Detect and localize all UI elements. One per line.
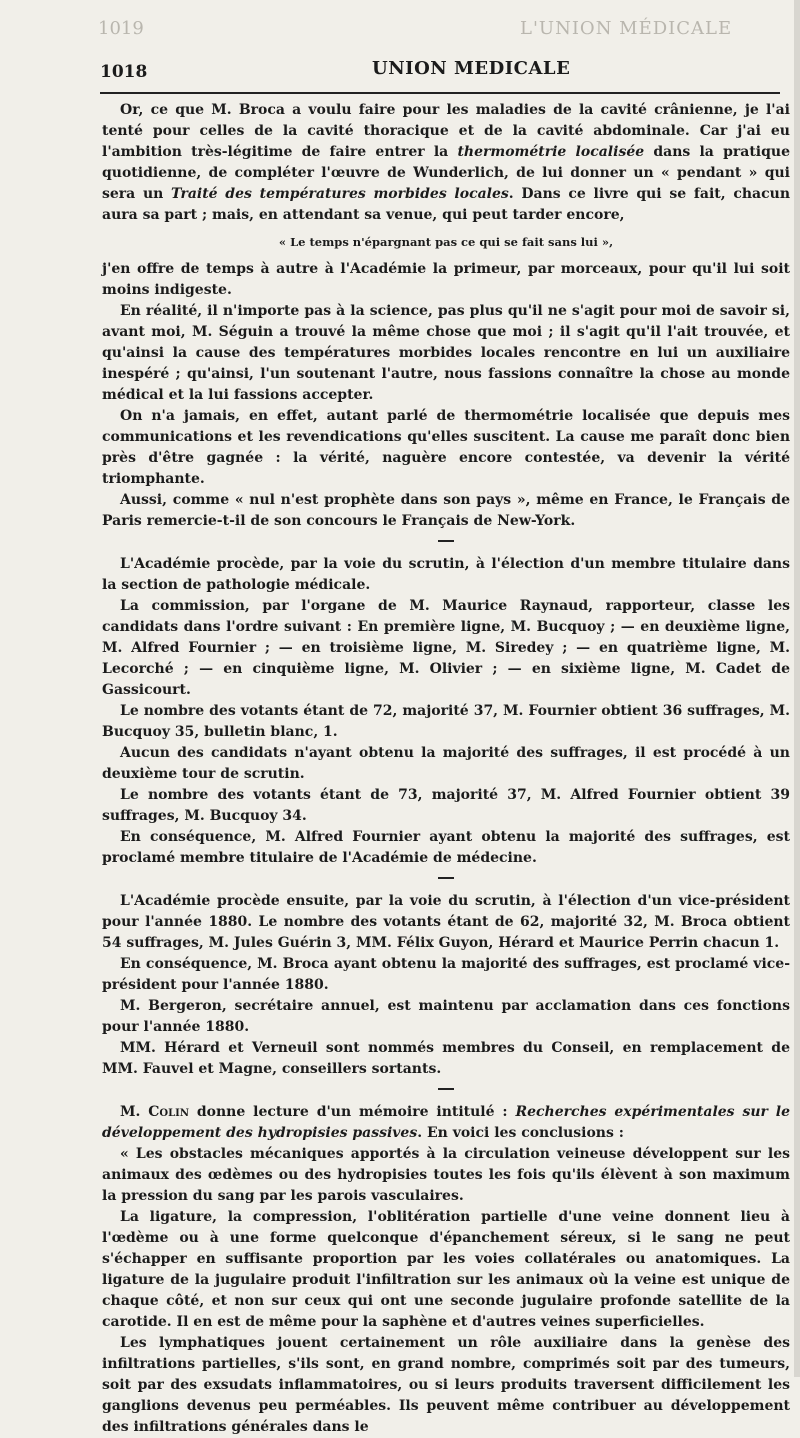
paragraph: Le nombre des votants étant de 73, majorité 37, M. Alfred Fournier obtient 39 suffrages, M. Bucquoy 34.	[102, 787, 790, 824]
page-number: 1018	[100, 62, 148, 82]
section-separator	[438, 1088, 454, 1090]
text: dans la pratique quotidienne, de compléter l'œuvre de Wunderlich, de lui donner un « pendant » qui sera un	[102, 144, 790, 202]
paragraph: La commission, par l'organe de M. Maurice Raynaud, rapporteur, classe les candidats dans l'ordre suivant : En première ligne, M. Bucquoy ; — en deuxième ligne, M. Alfred Fournier ; — en troisième ligne, M. Siredey ; — en quatrième ligne, M. Lecorché ; — en cinquième ligne, M. Olivier ; — en sixième ligne, M. Cadet de Gassicourt.	[102, 598, 790, 698]
text: donne lecture d'un mémoire intitulé :	[188, 1104, 516, 1120]
paragraph: Aucun des candidats n'ayant obtenu la majorité des suffrages, il est procédé à un deuxième tour de scrutin.	[102, 745, 790, 782]
section-separator	[438, 540, 454, 542]
running-header	[100, 56, 780, 90]
paragraph: j'en offre de temps à autre à l'Académie la primeur, par morceaux, pour qu'il lui soit moins indigeste.	[102, 261, 790, 298]
paragraph: On n'a jamais, en effet, autant parlé de thermométrie localisée que depuis mes communications et les revendications qu'elles suscitent. La cause me paraît donc bien près d'être gagnée : la vérité, naguère encore contestée, va devenir la vérité triomphante.	[102, 408, 790, 487]
paragraph: M. Bergeron, secrétaire annuel, est maintenu par acclamation dans ces fonctions pour l'année 1880.	[102, 998, 790, 1035]
page-edge	[794, 0, 800, 1377]
bleed-through-title: L'UNION MÉDICALE	[520, 18, 733, 39]
paragraph: Le nombre des votants étant de 72, majorité 37, M. Fournier obtient 36 suffrages, M. Bucquoy 35, bulletin blanc, 1.	[102, 703, 790, 740]
paragraph: En réalité, il n'importe pas à la science, pas plus qu'il ne s'agit pour moi de savoir si, avant moi, M. Séguin a trouvé la même chose que moi ; il s'agit qu'il l'ait trouvée, et qu'ainsi la cause des températures morbides locales rencontre en lui un auxiliaire inespéré ; qu'ainsi, l'un soutenant l'autre, nous fassions connaître la chose au monde médical et la lui fassions accepter.	[102, 303, 790, 403]
text: Or, ce que M. Broca a voulu faire pour les maladies de la cavité crânienne, je l'ai tenté pour celles de la cavité thoracique et de la cavité abdominale. Car j'ai eu l'ambition très-légitime de faire entrer la	[102, 102, 790, 160]
bleed-through-page-number: 1019	[98, 18, 144, 39]
section-separator	[438, 877, 454, 879]
book-title: Traité des températures morbides locales	[171, 186, 509, 202]
text: . Dans ce livre qui se fait, chacun aura sa part ; mais, en attendant sa venue, qui peut tarder encore,	[102, 186, 790, 223]
paragraph: Aussi, comme « nul n'est prophète dans son pays », même en France, le Français de Paris remercie-t-il de son concours le Français de New-York.	[102, 492, 790, 529]
quotation: « Le temps n'épargnant pas ce qui se fait sans lui »,	[278, 235, 614, 249]
paragraph: MM. Hérard et Verneuil sont nommés membres du Conseil, en remplacement de MM. Fauvel et Magne, conseillers sortants.	[102, 1040, 790, 1077]
bleed-through-header	[90, 8, 780, 48]
paragraph: « Les obstacles mécaniques apportés à la circulation veineuse développent sur les animaux des œdèmes ou des hydropisies toutes les fois qu'ils élèvent à son maximum la pression du sang par les parois vasculaires.	[102, 1146, 790, 1204]
memoir-title: Recherches expérimentales sur le développement des hydropisies passives	[102, 1104, 790, 1141]
paragraph: L'Académie procède, par la voie du scrutin, à l'élection d'un membre titulaire dans la section de pathologie médicale.	[102, 556, 790, 593]
header-rule	[100, 92, 780, 94]
text: . En voici les conclusions :	[417, 1125, 624, 1141]
paragraph: En conséquence, M. Broca ayant obtenu la majorité des suffrages, est proclamé vice-président pour l'année 1880.	[102, 956, 790, 993]
paragraph: Les lymphatiques jouent certainement un rôle auxiliaire dans la genèse des infiltrations partielles, s'ils sont, en grand nombre, comprimés soit par des tumeurs, soit par des exsudats inflammatoires, ou si leurs produits traversent difficilement les ganglions devenus peu perméables. Ils peuvent même contribuer au développement des infiltrations générales dans le	[102, 1335, 790, 1435]
paragraph	[102, 1102, 790, 1144]
paragraph: En conséquence, M. Alfred Fournier ayant obtenu la majorité des suffrages, est proclamé membre titulaire de l'Académie de médecine.	[102, 829, 790, 866]
paragraph	[102, 100, 790, 226]
emphasis: thermométrie localisée	[457, 144, 645, 160]
speaker-name: M. Colin	[120, 1104, 189, 1120]
article-body	[102, 100, 790, 1438]
paragraph: La ligature, la compression, l'oblitération partielle d'une veine donnent lieu à l'œdème ou à une forme quelconque d'épanchement séreux, si le sang ne peut s'échapper en suffisante proportion par les voies collatérales ou anatomiques. La ligature de la jugulaire produit l'infiltration sur les animaux où la veine est unique de chaque côté, et non sur ceux qui ont une seconde jugulaire profonde satellite de la carotide. Il en est de même pour la saphène et d'autres veines superficielles.	[102, 1209, 790, 1330]
journal-title: UNION MEDICALE	[372, 58, 571, 79]
paragraph: L'Académie procède ensuite, par la voie du scrutin, à l'élection d'un vice-président pour l'année 1880. Le nombre des votants étant de 62, majorité 32, M. Broca obtient 54 suffrages, M. Jules Guérin 3, MM. Félix Guyon, Hérard et Maurice Perrin chacun 1.	[102, 893, 790, 951]
